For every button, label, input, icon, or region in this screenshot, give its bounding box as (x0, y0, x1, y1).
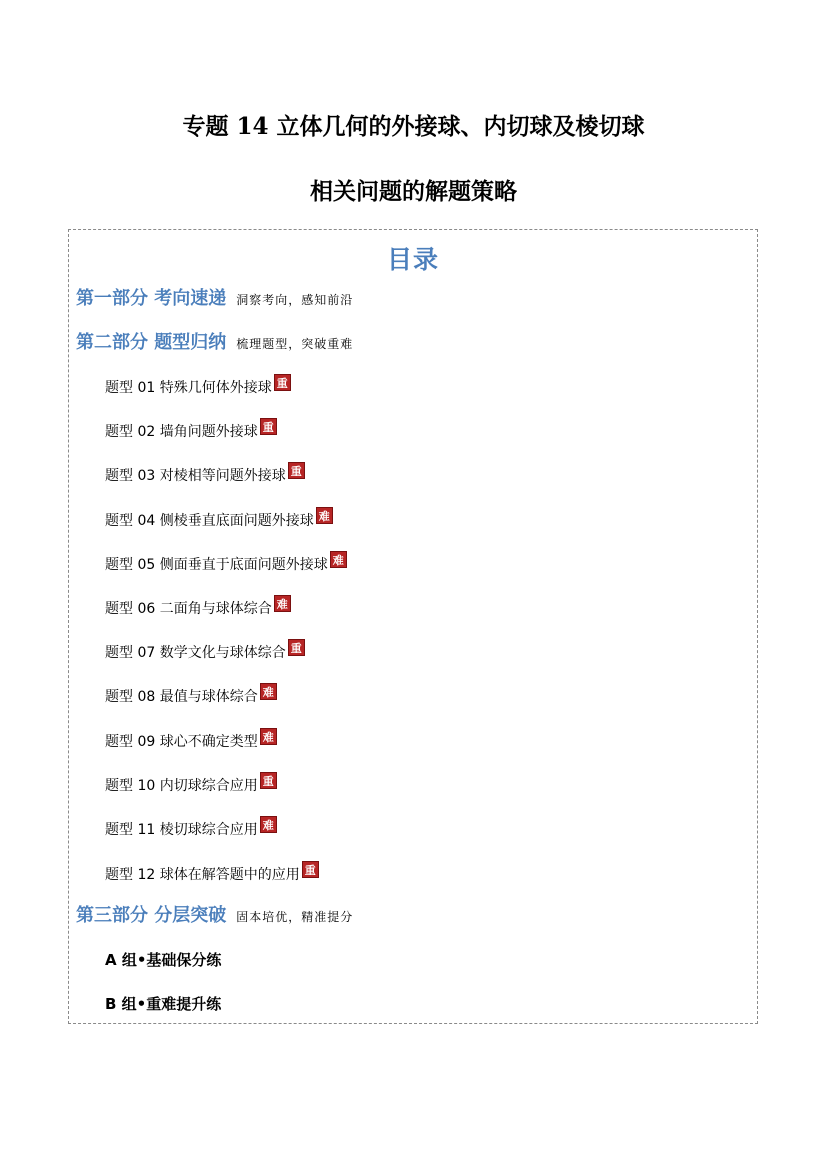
toc-item-badge: 难 (260, 816, 277, 833)
toc-item-07[interactable] (105, 639, 305, 661)
toc-item-badge: 重 (302, 861, 319, 878)
toc-item-badge: 难 (260, 683, 277, 700)
toc-group-b[interactable]: B 组•重难提升练 (105, 995, 222, 1013)
toc-item-label: 题型 11 棱切球综合应用 (105, 822, 258, 838)
toc-item-05[interactable] (105, 551, 347, 573)
toc-item-11[interactable] (105, 816, 277, 838)
toc-item-label: 题型 02 墙角问题外接球 (105, 424, 258, 440)
toc-item-06[interactable] (105, 595, 291, 617)
toc-item-04[interactable] (105, 507, 333, 529)
toc-part2[interactable] (76, 330, 353, 356)
toc-item-badge: 难 (316, 507, 333, 524)
part3-title: 第三部分 分层突破 (76, 905, 227, 926)
part1-subtitle: 洞察考向，感知前沿 (236, 293, 354, 307)
toc-item-badge: 重 (260, 418, 277, 435)
toc-item-label: 题型 09 球心不确定类型 (105, 734, 258, 750)
toc-item-label: 题型 06 二面角与球体综合 (105, 601, 272, 617)
toc-item-badge: 重 (288, 639, 305, 656)
toc-part3[interactable] (76, 903, 353, 929)
toc-item-label: 题型 01 特殊几何体外接球 (105, 380, 272, 396)
document-title-line1: 专题 14 立体几何的外接球、内切球及棱切球 (182, 113, 645, 140)
toc-item-label: 题型 07 数学文化与球体综合 (105, 645, 286, 661)
toc-item-02[interactable] (105, 418, 277, 440)
part1-title: 第一部分 考向速递 (76, 288, 227, 309)
toc-item-01[interactable] (105, 374, 291, 396)
document-title-line2: 相关问题的解题策略 (310, 178, 517, 205)
toc-item-badge: 重 (260, 772, 277, 789)
part2-subtitle: 梳理题型，突破重难 (236, 337, 354, 351)
toc-item-badge: 难 (260, 728, 277, 745)
toc-item-label: 题型 12 球体在解答题中的应用 (105, 867, 300, 883)
table-of-contents (68, 229, 758, 1024)
toc-group-a[interactable]: A 组•基础保分练 (105, 951, 222, 969)
toc-item-badge: 重 (288, 462, 305, 479)
toc-item-label: 题型 03 对棱相等问题外接球 (105, 468, 286, 484)
toc-heading: 目录 (386, 245, 439, 274)
toc-item-09[interactable] (105, 728, 277, 750)
toc-item-10[interactable] (105, 772, 277, 794)
toc-item-label: 题型 04 侧棱垂直底面问题外接球 (105, 513, 314, 529)
toc-item-badge: 难 (330, 551, 347, 568)
toc-item-12[interactable] (105, 861, 319, 883)
toc-item-08[interactable] (105, 683, 277, 705)
toc-item-label: 题型 10 内切球综合应用 (105, 778, 258, 794)
toc-item-03[interactable] (105, 462, 305, 484)
toc-item-label: 题型 05 侧面垂直于底面问题外接球 (105, 557, 328, 573)
part2-title: 第二部分 题型归纳 (76, 332, 227, 353)
toc-item-badge: 重 (274, 374, 291, 391)
part3-subtitle: 固本培优，精准提分 (236, 910, 354, 924)
toc-item-badge: 难 (274, 595, 291, 612)
toc-part1[interactable] (76, 286, 353, 312)
toc-item-label: 题型 08 最值与球体综合 (105, 689, 258, 705)
